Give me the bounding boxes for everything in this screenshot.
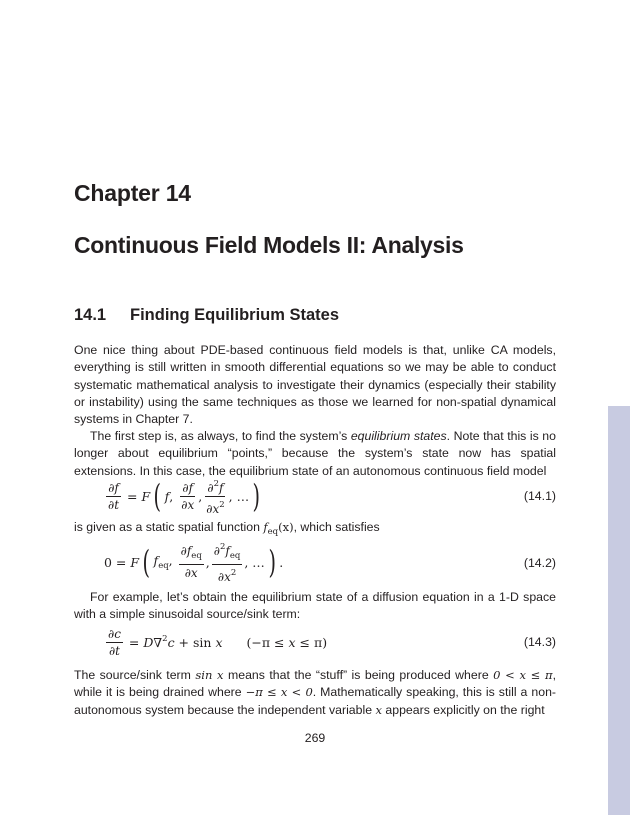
equation-14-2: 0 = F ( $f_{eq}$, $\frac{\partial f_{eq}}{\partial x}$ , $\frac{\partial^2f_{eq}}{\partial x^2}$ , … ) .	[104, 542, 284, 584]
paragraph-equilibrium: The first step is, as always, to find the system’s equilibrium states. Note that this is no longer about equilibrium “points,” because the system’s state now has spatial extensions. In this case, the equilibrium state of an autonomous continuous field model	[74, 429, 556, 478]
equation-number-14-1: (14.1)	[523, 489, 556, 503]
section-number: 14.1	[74, 306, 107, 324]
chapter-thumb-tab	[608, 406, 630, 815]
equation-number-14-2: (14.2)	[523, 556, 556, 570]
emphasis-term: equilibrium states	[350, 429, 447, 443]
paragraph-intro: One nice thing about PDE-based continuous field models is that, unlike CA models, everything is still written in smooth differential equations so we may be able to conduct systematic mathematical analysis to investigate their dynamics (especially their stability or instability) using the same techniques as those we learned for non-spatial dynamical systems in Chapter 7.	[74, 343, 556, 427]
paragraph-example: For example, let’s obtain the equilibrium state of a diffusion equation in a 1-D space with a simple sinusoidal source/sink term:	[74, 590, 556, 622]
equation-14-3: $\frac{\partial c}{\partial t}$ = D∇$^2$c + sin x (−π ≤ x ≤ π)	[108, 626, 328, 658]
chapter-title: Continuous Field Models II: Analysis	[74, 232, 464, 258]
section-heading	[74, 306, 339, 325]
paragraph-static-function: is given as a static spatial function $f_{eq}(x)$, which satisfies	[74, 520, 380, 537]
equation-number-14-3: (14.3)	[523, 635, 556, 649]
chapter-label: Chapter 14	[74, 180, 191, 206]
section-title: Finding Equilibrium States	[130, 306, 340, 324]
equation-14-1: $\frac{\partial f}{\partial t}$ = F ( f, $\frac{\partial f}{\partial x}$ , $\frac{\partial^2f}{\partial x^2}$ , … )	[108, 477, 261, 516]
page-number: 269	[304, 731, 326, 745]
paragraph-source-sink: The source/sink term sin x means that the “stuff” is being produced where 0 < x ≤ π, while it is being drained where −π ≤ x < 0. Mathematically speaking, this is still a non-autonomous system because the independent variable x appears explicitly on the right	[74, 668, 556, 717]
